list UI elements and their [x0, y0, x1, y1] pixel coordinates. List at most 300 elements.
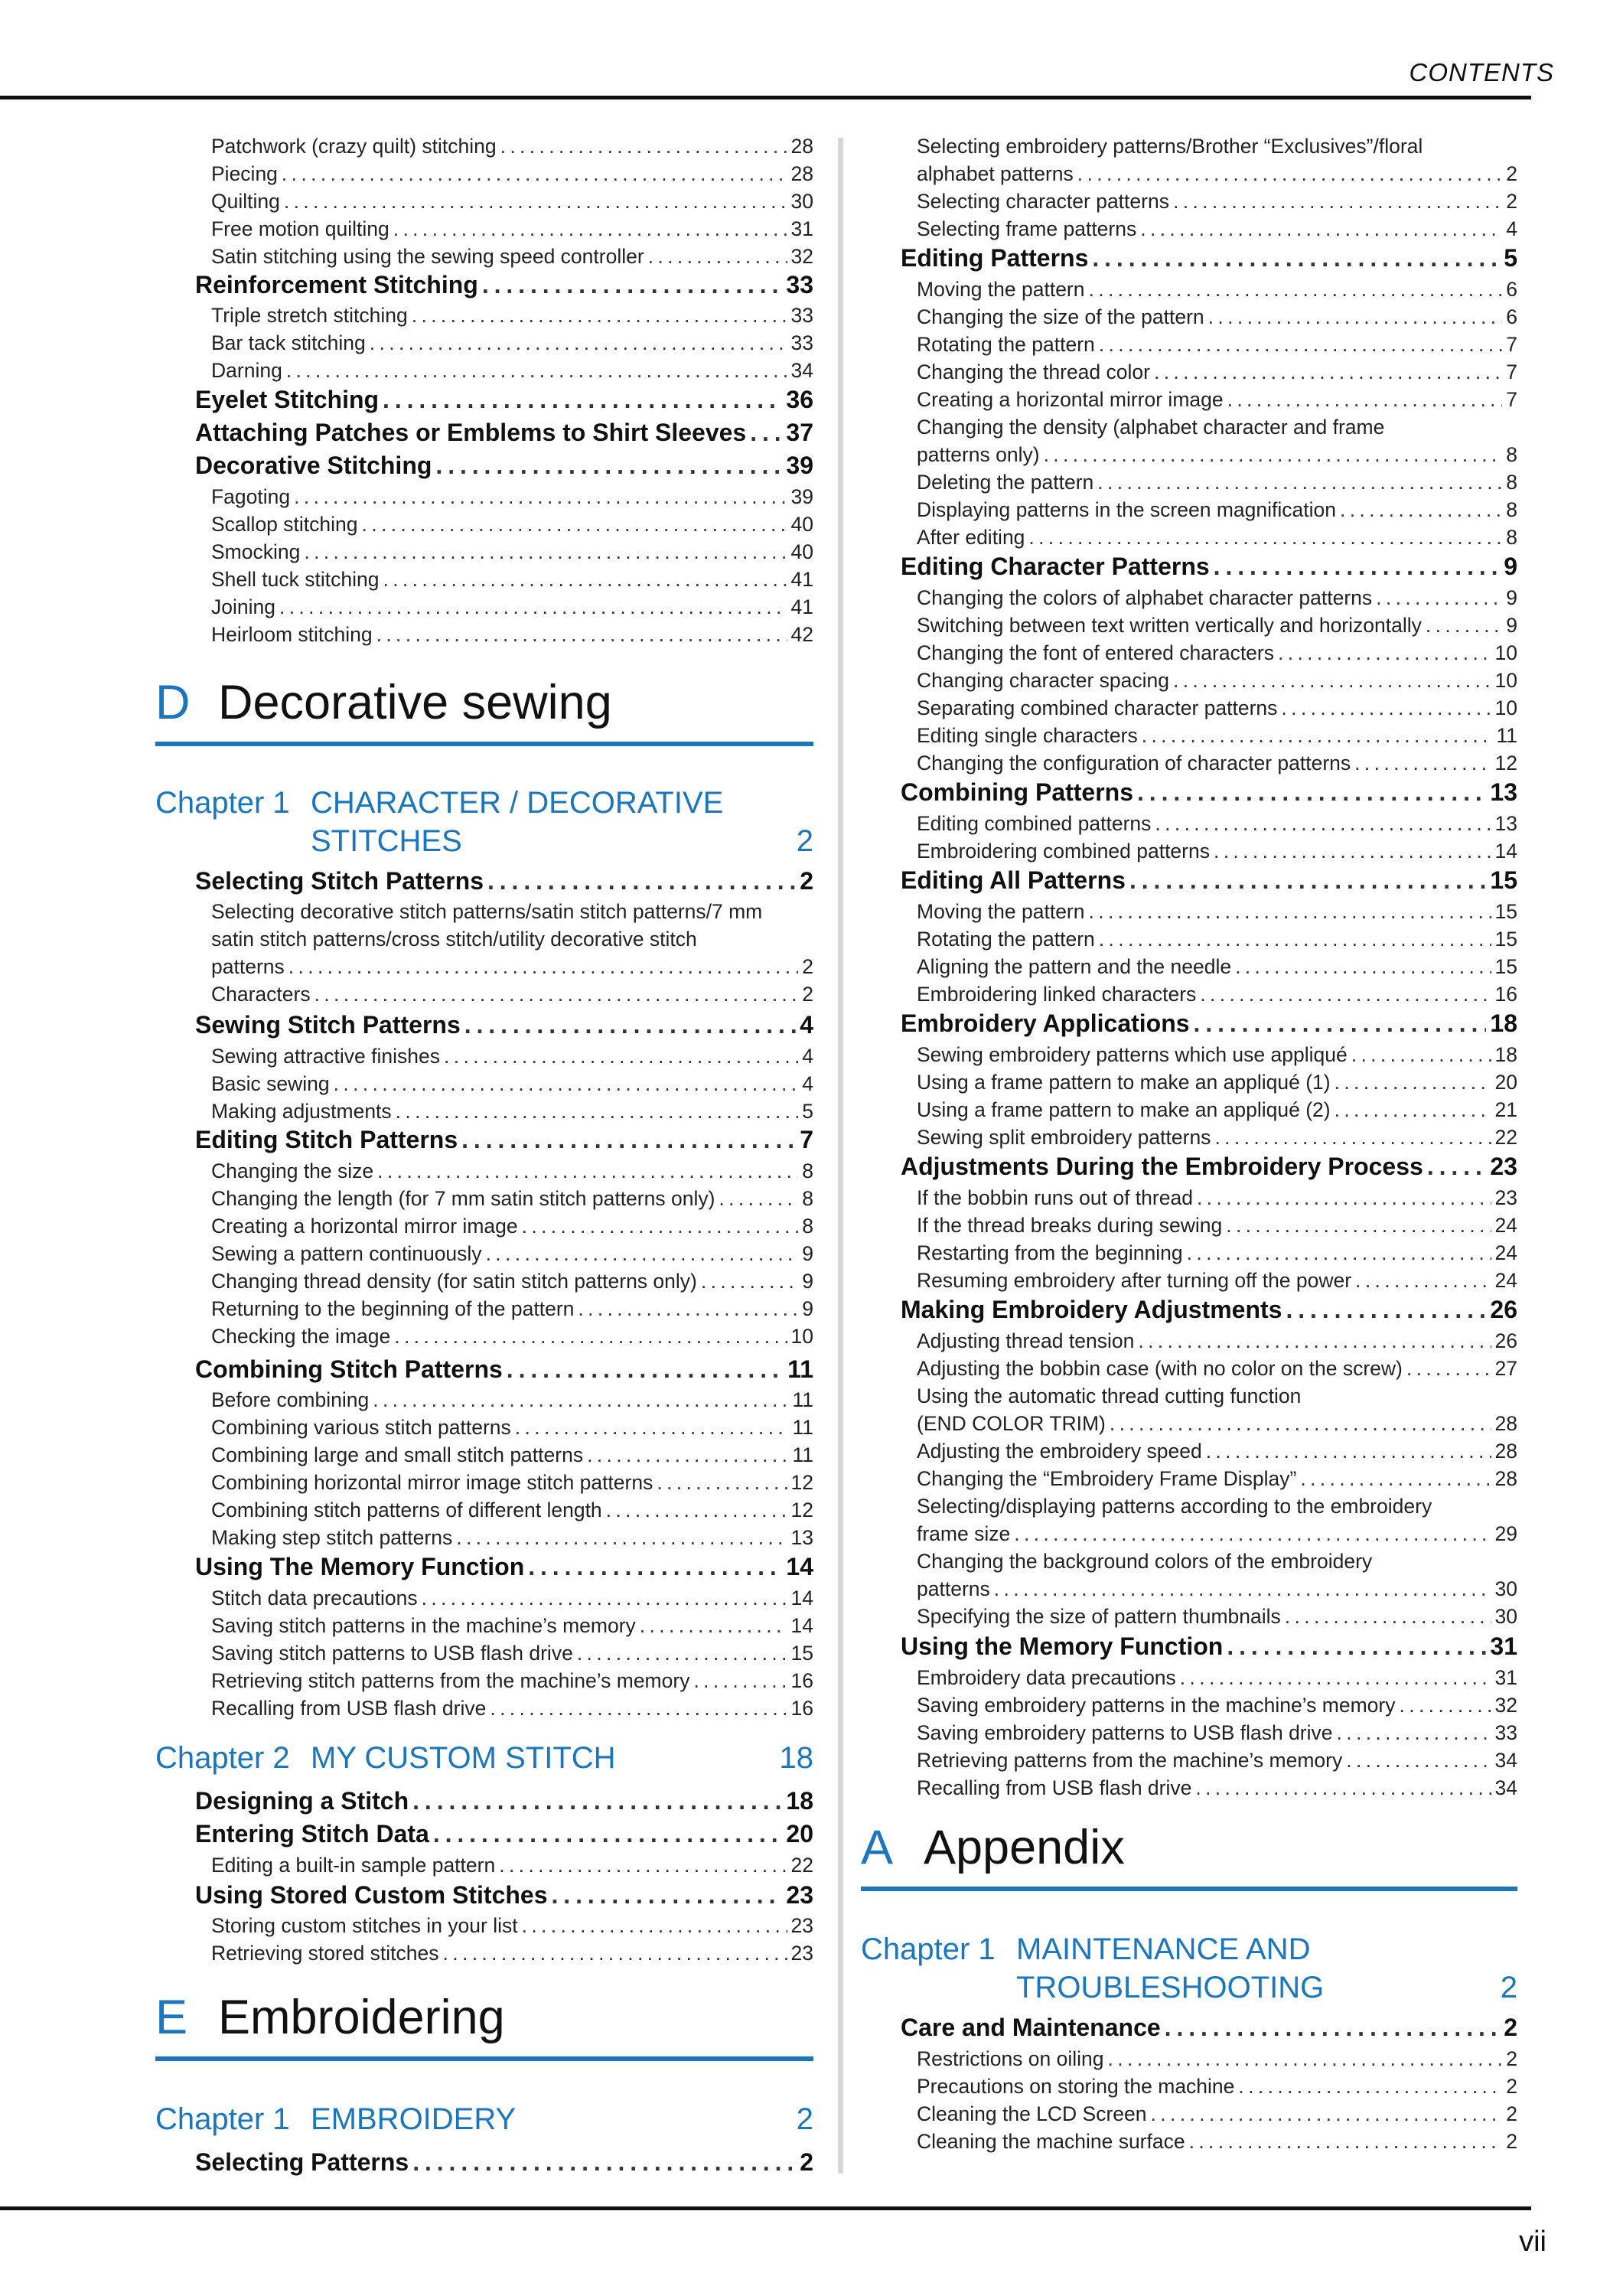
- dot-leader: [522, 1913, 787, 1938]
- entry-title: Changing the colors of alphabet character patterns: [917, 586, 1373, 609]
- part-heading: [155, 1990, 505, 2045]
- dot-leader: [1194, 1009, 1487, 1038]
- toc-entry[interactable]: [155, 1241, 813, 1266]
- entry-page: 2: [1506, 2047, 1517, 2070]
- entry-title: Quilting: [211, 190, 280, 213]
- entry-title: Changing the “Embroidery Frame Display”: [917, 1467, 1297, 1490]
- toc-entry[interactable]: [861, 360, 1517, 384]
- entry-title: Using the Memory Function: [901, 1632, 1224, 1660]
- dot-leader: [486, 1241, 799, 1266]
- chapter-title: CHARACTER / DECORATIVE: [311, 786, 724, 820]
- entry-title: Resuming embroidery after turning off the power: [917, 1269, 1352, 1292]
- section-entry[interactable]: [861, 866, 1517, 895]
- entry-title: Selecting frame patterns: [917, 217, 1137, 240]
- toc-entry[interactable]: [155, 217, 813, 241]
- toc-entry[interactable]: [861, 1411, 1517, 1436]
- toc-entry[interactable]: [861, 585, 1517, 610]
- dot-leader: [1189, 2129, 1503, 2154]
- dot-leader: [1155, 811, 1491, 836]
- toc-entry[interactable]: [861, 839, 1517, 863]
- dot-leader: [443, 1941, 787, 1965]
- dot-leader: [1226, 1213, 1491, 1238]
- dot-leader: [1206, 1439, 1491, 1463]
- dot-leader: [693, 1668, 787, 1693]
- toc-entry[interactable]: [861, 442, 1517, 467]
- section-entry[interactable]: [155, 418, 813, 447]
- toc-entry[interactable]: [861, 1466, 1517, 1491]
- toc-entry[interactable]: [155, 1269, 813, 1293]
- toc-entry[interactable]: [155, 1641, 813, 1665]
- toc-entry[interactable]: [861, 1748, 1517, 1773]
- dot-leader: [500, 134, 787, 158]
- entry-page: 31: [790, 217, 813, 240]
- entry-page: 14: [790, 1587, 813, 1609]
- entry-page: 40: [790, 540, 813, 563]
- toc-entry[interactable]: [155, 595, 813, 619]
- section-entry[interactable]: [155, 1010, 813, 1039]
- dot-leader: [640, 1613, 787, 1638]
- section-entry[interactable]: [861, 243, 1517, 272]
- toc-entry[interactable]: [861, 982, 1517, 1006]
- toc-entry[interactable]: [155, 1613, 813, 1638]
- section-entry[interactable]: [861, 778, 1517, 807]
- toc-entry[interactable]: [155, 1470, 813, 1495]
- dot-leader: [1427, 1152, 1487, 1181]
- entry-page: 10: [790, 1325, 813, 1348]
- entry-title: Rotating the pattern: [917, 928, 1095, 951]
- toc-entry[interactable]: [155, 303, 813, 328]
- top-rule: [0, 96, 1531, 99]
- toc-entry[interactable]: [155, 358, 813, 383]
- toc-entry[interactable]: [155, 1186, 813, 1211]
- toc-entry[interactable]: [155, 1214, 813, 1238]
- section-entry[interactable]: [155, 1819, 813, 1848]
- entry-title: Patchwork (crazy quilt) stitching: [211, 135, 497, 158]
- entry-page: 5: [802, 1100, 813, 1123]
- dot-leader: [412, 303, 787, 328]
- entry-title: Retrieving patterns from the machine’s memory: [917, 1749, 1343, 1772]
- toc-entry[interactable]: [861, 668, 1517, 693]
- entry-title: Bar tack stitching: [211, 331, 366, 354]
- toc-entry[interactable]: [155, 567, 813, 592]
- dot-leader: [1108, 2047, 1503, 2071]
- toc-entry[interactable]: [155, 1668, 813, 1693]
- toc-entry[interactable]: [861, 332, 1517, 357]
- toc-entry[interactable]: [155, 512, 813, 536]
- toc-entry[interactable]: [861, 1521, 1517, 1546]
- dot-leader: [1138, 1329, 1491, 1353]
- entry-title: Changing the thread color: [917, 360, 1150, 383]
- toc-entry[interactable]: [155, 1071, 813, 1096]
- chapter-page: 18: [779, 1741, 813, 1775]
- entry-page: 41: [790, 595, 813, 618]
- dot-leader: [1337, 1720, 1491, 1745]
- entry-title: Smocking: [211, 540, 301, 563]
- toc-entry[interactable]: [861, 1268, 1517, 1293]
- header-title: CONTENTS: [1409, 58, 1554, 86]
- dot-leader: [1151, 2102, 1503, 2126]
- toc-entry[interactable]: [861, 927, 1517, 951]
- entry-title: Decorative Stitching: [195, 452, 432, 479]
- toc-entry[interactable]: [861, 1241, 1517, 1265]
- part-heading: [155, 675, 612, 730]
- entry-page: 31: [1494, 1666, 1517, 1689]
- chapter-title: MY CUSTOM STITCH: [311, 1741, 616, 1775]
- dot-leader: [1195, 1776, 1491, 1800]
- entry-title: Specifying the size of pattern thumbnails: [917, 1605, 1281, 1628]
- toc-entry[interactable]: [861, 1213, 1517, 1238]
- toc-entry[interactable]: [861, 641, 1517, 665]
- entry-title: Restrictions on oiling: [917, 2047, 1104, 2070]
- entry-page: 2: [1504, 2014, 1517, 2041]
- dot-leader: [1097, 470, 1502, 494]
- section-entry[interactable]: [155, 270, 813, 299]
- toc-entry[interactable]: [155, 954, 813, 979]
- entry-page: 14: [790, 1614, 813, 1637]
- dot-leader: [1137, 778, 1486, 807]
- entry-title: Saving stitch patterns in the machine’s memory: [211, 1614, 636, 1637]
- entry-page: 10: [1494, 669, 1517, 692]
- entry-title: Creating a horizontal mirror image: [917, 388, 1224, 411]
- dot-leader: [461, 1125, 796, 1154]
- toc-entry[interactable]: [861, 470, 1517, 494]
- entry-page: 42: [790, 623, 813, 646]
- toc-entry[interactable]: [861, 899, 1517, 924]
- toc-entry[interactable]: [155, 1388, 813, 1412]
- entry-page: 23: [1494, 1186, 1517, 1209]
- entry-page: 12: [790, 1499, 813, 1521]
- toc-entry[interactable]: [155, 331, 813, 355]
- dot-leader: [1335, 1070, 1491, 1094]
- entry-page: 7: [800, 1126, 813, 1153]
- entry-page: 10: [1494, 696, 1517, 719]
- toc-entry[interactable]: [861, 613, 1517, 638]
- part-rule: [155, 742, 813, 746]
- toc-entry[interactable]: [861, 387, 1517, 412]
- dot-leader: [1355, 1268, 1491, 1293]
- dot-leader: [314, 982, 799, 1006]
- dot-leader: [487, 866, 796, 895]
- toc-entry[interactable]: [861, 189, 1517, 214]
- dot-leader: [994, 1577, 1491, 1601]
- section-entry[interactable]: [861, 2013, 1517, 2042]
- toc-entry[interactable]: [861, 1665, 1517, 1690]
- toc-entry[interactable]: [155, 1296, 813, 1321]
- dot-leader: [490, 1696, 787, 1720]
- entry-page: 22: [790, 1854, 813, 1877]
- toc-entry[interactable]: [861, 2074, 1517, 2099]
- entry-title: Switching between text written vertically and horizontally: [917, 614, 1422, 637]
- dot-leader: [1129, 866, 1486, 895]
- toc-entry[interactable]: [861, 1070, 1517, 1094]
- toc-entry[interactable]: [155, 134, 813, 158]
- entry-page: 28: [1494, 1440, 1517, 1463]
- entry-title: Changing the length (for 7 mm satin stitch patterns only): [211, 1187, 715, 1210]
- entry-title-line: Selecting embroidery patterns/Brother “Exclusives”/floral: [917, 135, 1423, 158]
- dot-leader: [482, 270, 783, 299]
- entry-page: 13: [1490, 778, 1517, 806]
- toc-entry[interactable]: [861, 811, 1517, 836]
- dot-leader: [444, 1044, 798, 1068]
- entry-page: 16: [790, 1697, 813, 1720]
- dot-leader: [376, 622, 787, 647]
- entry-page: 39: [790, 485, 813, 508]
- dot-leader: [606, 1498, 787, 1522]
- dot-leader: [522, 1214, 799, 1238]
- toc-entry[interactable]: [155, 1159, 813, 1183]
- entry-title: patterns only): [917, 443, 1040, 466]
- toc-entry[interactable]: [155, 1696, 813, 1720]
- entry-page: 8: [802, 1187, 813, 1210]
- entry-title: Rotating the pattern: [917, 333, 1095, 356]
- entry-page: 9: [802, 1242, 813, 1265]
- part-title: Embroidering: [218, 1991, 505, 2044]
- entry-title: Scallop stitching: [211, 513, 358, 536]
- section-entry[interactable]: [155, 1125, 813, 1154]
- dot-leader: [1214, 1125, 1491, 1150]
- toc-entry[interactable]: [155, 161, 813, 186]
- entry-title: Saving embroidery patterns in the machine’s memory: [917, 1694, 1396, 1717]
- dot-leader: [373, 1388, 788, 1412]
- entry-title: Retrieving stored stitches: [211, 1942, 439, 1965]
- dot-leader: [507, 1355, 784, 1384]
- toc-entry[interactable]: [861, 723, 1517, 748]
- entry-page: 2: [802, 983, 813, 1006]
- toc-entry[interactable]: [155, 1443, 813, 1467]
- toc-entry[interactable]: [861, 751, 1517, 775]
- entry-title: Editing Patterns: [901, 244, 1089, 272]
- toc-entry[interactable]: [861, 1186, 1517, 1210]
- entry-title: (END COLOR TRIM): [917, 1412, 1106, 1435]
- dot-leader: [1354, 751, 1491, 775]
- entry-title: Selecting Patterns: [195, 2148, 409, 2176]
- toc-entry[interactable]: [155, 1941, 813, 1965]
- entry-page: 15: [1490, 866, 1517, 894]
- entry-page: 8: [802, 1159, 813, 1182]
- entry-title: alphabet patterns: [917, 162, 1074, 185]
- entry-title: Combining Patterns: [901, 778, 1134, 806]
- dot-leader: [515, 1415, 789, 1440]
- entry-page: 11: [787, 1355, 813, 1383]
- entry-page: 12: [790, 1471, 813, 1494]
- entry-page: 18: [1494, 1043, 1517, 1066]
- entry-title: Sewing Stitch Patterns: [195, 1011, 461, 1039]
- entry-title: After editing: [917, 526, 1025, 549]
- section-entry[interactable]: [861, 1009, 1517, 1038]
- entry-title: Selecting Stitch Patterns: [195, 867, 484, 895]
- entry-page: 23: [790, 1914, 813, 1937]
- toc-entry[interactable]: [861, 2047, 1517, 2071]
- dot-leader: [422, 1586, 787, 1610]
- dot-leader: [412, 2148, 796, 2177]
- toc-entry[interactable]: [155, 189, 813, 214]
- dot-leader: [1376, 585, 1502, 610]
- entry-page: 2: [1506, 2130, 1517, 2153]
- section-entry[interactable]: [861, 1152, 1517, 1181]
- toc-entry[interactable]: [155, 1099, 813, 1124]
- dot-leader: [1099, 927, 1491, 951]
- section-entry[interactable]: [155, 2148, 813, 2177]
- entry-page: 15: [1494, 955, 1517, 978]
- part-rule: [155, 2056, 813, 2061]
- entry-title: Creating a horizontal mirror image: [211, 1215, 518, 1238]
- entry-title: Recalling from USB flash drive: [211, 1697, 487, 1720]
- dot-leader: [412, 1786, 782, 1815]
- entry-title: Adjusting thread tension: [917, 1329, 1135, 1352]
- entry-title: Free motion quilting: [211, 217, 389, 240]
- toc-entry[interactable]: [861, 696, 1517, 720]
- dot-leader: [1140, 217, 1502, 241]
- toc-entry[interactable]: [861, 161, 1517, 186]
- toc-entry[interactable]: [861, 277, 1517, 302]
- entry-title: Fagoting: [211, 485, 291, 508]
- section-entry[interactable]: [155, 866, 813, 895]
- entry-page: 5: [1504, 244, 1517, 272]
- toc-entry[interactable]: [861, 2129, 1517, 2154]
- dot-leader: [282, 161, 787, 186]
- toc-entry[interactable]: [861, 1720, 1517, 1745]
- entry-page: 9: [1506, 586, 1517, 609]
- toc-entry[interactable]: [861, 1577, 1517, 1601]
- entry-page: 34: [790, 359, 813, 382]
- toc-entry[interactable]: [861, 1776, 1517, 1800]
- toc-entry[interactable]: [155, 1498, 813, 1522]
- dot-leader: [377, 1159, 798, 1183]
- toc-entry[interactable]: [155, 1415, 813, 1440]
- entry-title: Using Stored Custom Stitches: [195, 1881, 548, 1909]
- toc-entry[interactable]: [155, 484, 813, 509]
- entry-page: 11: [792, 1416, 813, 1439]
- entry-title: Making step stitch patterns: [211, 1526, 453, 1549]
- dot-leader: [334, 1071, 799, 1096]
- toc-entry[interactable]: [155, 1044, 813, 1068]
- dot-leader: [456, 1525, 787, 1550]
- bottom-rule: [0, 2206, 1531, 2210]
- entry-title: Editing Stitch Patterns: [195, 1126, 458, 1153]
- section-entry[interactable]: [155, 451, 813, 480]
- entry-page: 23: [786, 1881, 813, 1909]
- toc-entry[interactable]: [861, 217, 1517, 241]
- toc-entry[interactable]: [861, 954, 1517, 979]
- entry-title: Combining Stitch Patterns: [195, 1355, 503, 1383]
- entry-page: 18: [1490, 1009, 1517, 1037]
- entry-page: 26: [1490, 1296, 1517, 1323]
- entry-title: Displaying patterns in the screen magnification: [917, 498, 1336, 521]
- toc-entry[interactable]: [155, 540, 813, 564]
- entry-title: Retrieving stitch patterns from the machine’s memory: [211, 1669, 690, 1692]
- section-entry[interactable]: [155, 1355, 813, 1384]
- toc-entry[interactable]: [861, 497, 1517, 522]
- entry-page: 15: [1494, 900, 1517, 923]
- entry-page: 30: [1494, 1605, 1517, 1628]
- entry-page: 14: [786, 1553, 813, 1580]
- toc-entry[interactable]: [861, 1329, 1517, 1353]
- toc-entry[interactable]: [155, 1913, 813, 1938]
- toc-entry[interactable]: [155, 982, 813, 1006]
- toc-entry[interactable]: [155, 1525, 813, 1550]
- toc-entry[interactable]: [861, 525, 1517, 550]
- part-title: Appendix: [924, 1821, 1125, 1874]
- section-entry[interactable]: [155, 1552, 813, 1581]
- entry-title: Adjusting the bobbin case (with no color on the screw): [917, 1357, 1403, 1380]
- entry-title: Returning to the beginning of the pattern: [211, 1297, 575, 1320]
- entry-page: 20: [1494, 1071, 1517, 1094]
- dot-leader: [1197, 1186, 1491, 1210]
- dot-leader: [499, 1853, 787, 1877]
- dot-leader: [701, 1269, 798, 1293]
- dot-leader: [1238, 2074, 1502, 2099]
- toc-entry[interactable]: [155, 622, 813, 647]
- dot-leader: [648, 244, 787, 269]
- entry-title: Moving the pattern: [917, 278, 1085, 301]
- toc-entry[interactable]: [861, 1604, 1517, 1629]
- toc-entry[interactable]: [155, 1586, 813, 1610]
- toc-entry[interactable]: [861, 1693, 1517, 1717]
- dot-leader: [1227, 387, 1503, 412]
- entry-page: 9: [802, 1297, 813, 1320]
- entry-title-line: satin stitch patterns/cross stitch/utility decorative stitch: [211, 928, 697, 951]
- entry-page: 11: [792, 1388, 813, 1411]
- dot-leader: [1208, 305, 1503, 329]
- dot-leader: [396, 1099, 799, 1124]
- toc-entry[interactable]: [861, 305, 1517, 329]
- entry-page: 29: [1494, 1522, 1517, 1545]
- entry-title: Eyelet Stitching: [195, 386, 380, 413]
- dot-leader: [528, 1552, 782, 1581]
- entry-title: Changing character spacing: [917, 669, 1169, 692]
- toc-entry[interactable]: [861, 1125, 1517, 1150]
- dot-leader: [1346, 1748, 1491, 1773]
- entry-page: 2: [802, 955, 813, 978]
- entry-page: 14: [1494, 840, 1517, 863]
- chapter-title: MAINTENANCE AND: [1016, 1932, 1311, 1966]
- toc-entry[interactable]: [861, 1356, 1517, 1381]
- entry-page: 2: [1506, 190, 1517, 213]
- section-entry[interactable]: [861, 1295, 1517, 1324]
- dot-leader: [1099, 332, 1502, 357]
- entry-page: 2: [1506, 162, 1517, 185]
- entry-title: Before combining: [211, 1388, 370, 1411]
- toc-entry[interactable]: [861, 1042, 1517, 1067]
- entry-title: Combining horizontal mirror image stitch patterns: [211, 1471, 653, 1494]
- chapter-label: Chapter 1: [155, 2102, 290, 2136]
- section-entry[interactable]: [155, 385, 813, 414]
- toc-entry[interactable]: [155, 244, 813, 269]
- entry-title: Editing a built-in sample pattern: [211, 1854, 496, 1877]
- section-entry[interactable]: [155, 1786, 813, 1815]
- section-entry[interactable]: [861, 1632, 1517, 1661]
- toc-entry[interactable]: [155, 1324, 813, 1349]
- entry-page: 16: [790, 1669, 813, 1692]
- entry-title-line: Changing the background colors of the embroidery: [917, 1550, 1373, 1573]
- entry-title: Storing custom stitches in your list: [211, 1914, 518, 1937]
- dot-leader: [288, 954, 798, 979]
- entry-title: Embroidering combined patterns: [917, 840, 1210, 863]
- dot-leader: [1077, 161, 1502, 186]
- dot-leader: [1200, 982, 1491, 1006]
- section-entry[interactable]: [861, 552, 1517, 581]
- section-entry[interactable]: [155, 1880, 813, 1910]
- toc-entry[interactable]: [155, 1853, 813, 1877]
- toc-entry[interactable]: [861, 1439, 1517, 1463]
- toc-entry[interactable]: [861, 1097, 1517, 1122]
- entry-page: 34: [1494, 1776, 1517, 1799]
- entry-page: 7: [1506, 333, 1517, 356]
- entry-page: 26: [1494, 1329, 1517, 1352]
- entry-title: Combining stitch patterns of different length: [211, 1499, 602, 1521]
- dot-leader: [383, 385, 782, 414]
- toc-entry[interactable]: [861, 2102, 1517, 2126]
